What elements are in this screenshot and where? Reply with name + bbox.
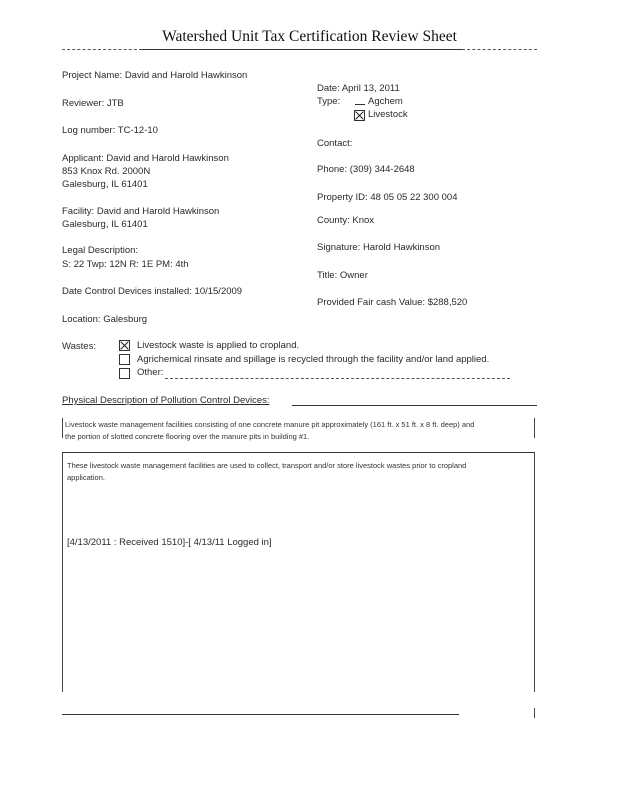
applicant-city: Galesburg, IL 61401	[62, 179, 148, 190]
usage-line-2: application.	[67, 473, 105, 482]
log-entry: [4/13/2011 : Received 1510]-[ 4/13/11 Logged in]	[67, 537, 272, 548]
title-field: Title: Owner	[317, 270, 368, 281]
description-line-2: the portion of slotted concrete flooring over the manure pits in building #1.	[65, 432, 310, 441]
usage-line-1: These livestock waste management facilities are used to collect, transport and/or store livestock wastes prior to cropland	[67, 461, 467, 470]
livestock-checkbox[interactable]	[354, 110, 365, 121]
usage-border-left	[62, 452, 63, 692]
description-border-right	[534, 418, 535, 438]
waste-option-livestock: Livestock waste is applied to cropland.	[137, 340, 300, 351]
property-id: Property ID: 48 05 05 22 300 004	[317, 192, 458, 203]
date-installed: Date Control Devices installed: 10/15/2009	[62, 286, 243, 297]
usage-top-border	[62, 452, 534, 453]
legal-description-label: Legal Description:	[62, 245, 139, 256]
project-name: Project Name: David and Harold Hawkinson	[62, 70, 248, 81]
physical-description-heading: Physical Description of Pollution Control Devices:	[62, 395, 270, 406]
contact: Contact:	[317, 138, 353, 149]
waste-livestock-checkbox[interactable]	[119, 340, 130, 351]
agchem-blank	[355, 104, 365, 105]
county: County: Knox	[317, 215, 375, 226]
phone: Phone: (309) 344-2648	[317, 164, 415, 175]
fair-cash-value: Provided Fair cash Value: $288,520	[317, 297, 468, 308]
waste-option-agrichemical: Agrichemical rinsate and spillage is recycled through the facility and/or land applied.	[137, 354, 490, 365]
other-blank-line	[165, 378, 510, 379]
usage-border-right	[534, 452, 535, 692]
title-underline	[142, 49, 462, 50]
waste-option-other: Other:	[137, 367, 164, 378]
review-date: Date: April 13, 2011	[317, 83, 400, 94]
bottom-line	[62, 714, 459, 715]
applicant-address: 853 Knox Rd. 2000N	[62, 166, 151, 177]
wastes-label: Wastes:	[62, 341, 96, 352]
title-underline-right	[462, 49, 537, 50]
facility-city: Galesburg, IL 61401	[62, 219, 148, 230]
bottom-tick-right	[534, 708, 535, 718]
heading-blank-line	[292, 405, 537, 406]
description-line-1: Livestock waste management facilities consisting of one concrete manure pit approximately (161 ft. x 51 ft. x 8 ft. deep) and	[65, 420, 475, 429]
signature: Signature: Harold Hawkinson	[317, 242, 441, 253]
type-livestock: Livestock	[368, 109, 408, 120]
applicant-name: Applicant: David and Harold Hawkinson	[62, 153, 229, 164]
legal-description-value: S: 22 Twp: 12N R: 1E PM: 4th	[62, 259, 189, 270]
location: Location: Galesburg	[62, 314, 148, 325]
waste-other-checkbox[interactable]	[119, 368, 130, 379]
type-label: Type:	[317, 96, 341, 107]
log-number: Log number: TC-12-10	[62, 125, 158, 136]
reviewer: Reviewer: JTB	[62, 98, 124, 109]
description-border-left	[62, 418, 63, 438]
title-underline-left	[62, 49, 142, 50]
type-agchem: Agchem	[368, 96, 403, 107]
facility-name: Facility: David and Harold Hawkinson	[62, 206, 220, 217]
page-title: Watershed Unit Tax Certification Review Sheet	[162, 28, 457, 45]
waste-agrichemical-checkbox[interactable]	[119, 354, 130, 365]
